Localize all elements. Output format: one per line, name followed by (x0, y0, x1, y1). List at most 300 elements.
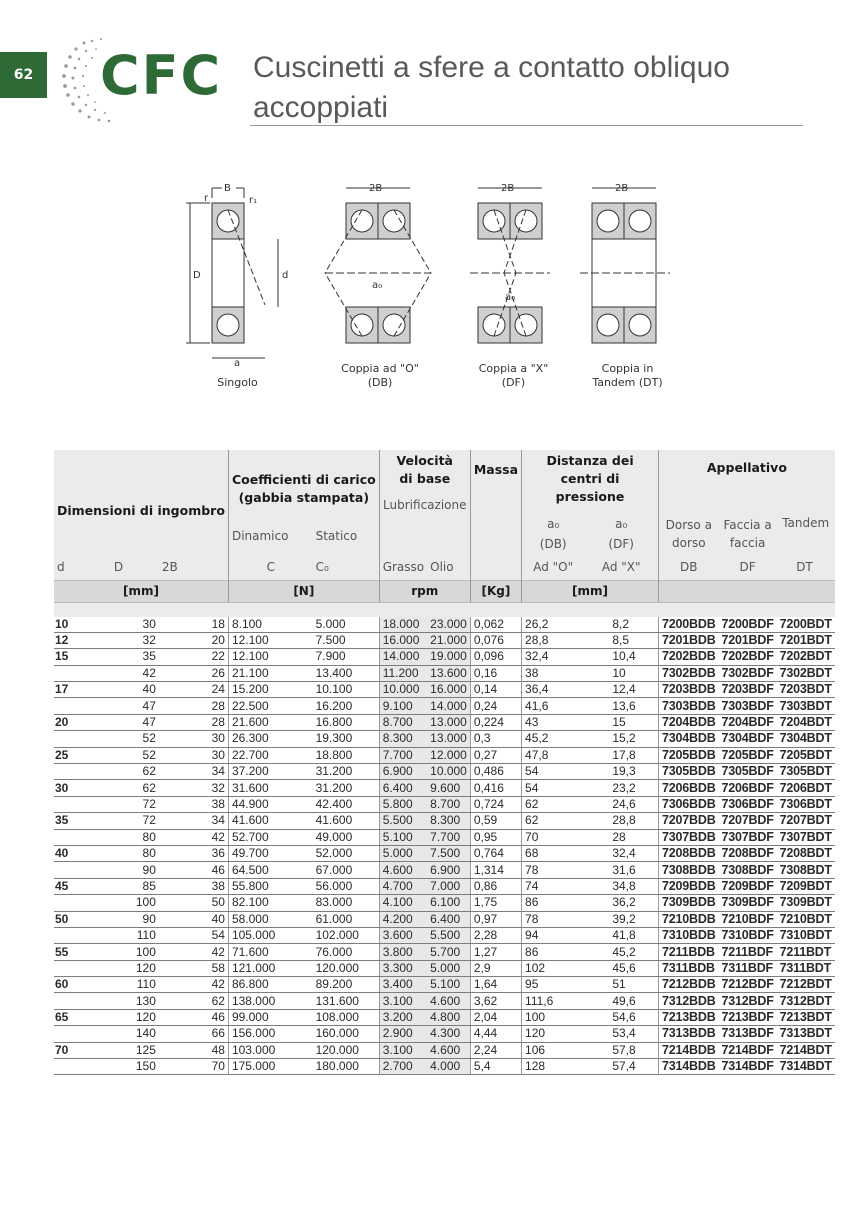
cell-C: 8.100 (228, 617, 312, 633)
cell-C: 22.700 (228, 747, 312, 763)
cell-B2: 20 (159, 632, 229, 648)
cell-ax: 36,2 (584, 895, 658, 911)
table-row (54, 617, 835, 633)
cell-B2: 66 (159, 1026, 229, 1042)
cell-dt: 7309BDT (777, 895, 835, 911)
cell-db: 7307BDB (659, 829, 719, 845)
cell-D: 140 (78, 1026, 159, 1042)
cell-ao: 74 (522, 878, 585, 894)
header-tandem: Tandem (782, 516, 830, 530)
cell-C0: 10.100 (313, 682, 380, 698)
cell-ax: 10 (584, 665, 658, 681)
table-row (54, 829, 835, 845)
table-row (54, 682, 835, 698)
cell-B2: 62 (159, 993, 229, 1009)
cell-C: 175.000 (228, 1059, 312, 1075)
cell-db: 7314BDB (659, 1059, 719, 1075)
cell-massa: 4,44 (470, 1026, 521, 1042)
table-row (54, 796, 835, 812)
cell-olio: 7.500 (427, 845, 470, 861)
cell-C: 12.100 (228, 649, 312, 665)
cell-massa: 0,062 (470, 617, 521, 633)
df-bearing-diagram (470, 183, 550, 343)
header-appellativo: Appellativo (659, 450, 835, 514)
cell-d: 65 (54, 1009, 78, 1025)
cell-massa: 0,076 (470, 632, 521, 648)
cell-B2: 38 (159, 878, 229, 894)
cell-db: 7304BDB (659, 731, 719, 747)
table-body (54, 617, 835, 1075)
cell-ax: 15,2 (584, 731, 658, 747)
cell-C0: 83.000 (313, 895, 380, 911)
cell-ao: 28,8 (522, 632, 585, 648)
cell-C: 44.900 (228, 796, 312, 812)
col-C: C (228, 554, 312, 580)
cell-C0: 41.600 (313, 813, 380, 829)
cell-olio: 6.900 (427, 862, 470, 878)
cell-df: 7312BDF (719, 993, 777, 1009)
cell-D: 100 (78, 944, 159, 960)
header-faccia: Faccia a faccia (723, 518, 772, 550)
cell-ax: 15 (584, 714, 658, 730)
title-divider (250, 125, 803, 126)
cell-olio: 19.000 (427, 649, 470, 665)
cell-dt: 7311BDT (777, 960, 835, 976)
cell-massa: 5,4 (470, 1059, 521, 1075)
cell-massa: 0,16 (470, 665, 521, 681)
cell-ax: 49,6 (584, 993, 658, 1009)
col-olio: Olio (430, 559, 454, 574)
title-line-1: Cuscinetti a sfere a contatto obliquo (253, 51, 730, 84)
cell-ax: 31,6 (584, 862, 658, 878)
cell-ax: 17,8 (584, 747, 658, 763)
cell-dt: 7308BDT (777, 862, 835, 878)
cell-grasso: 4.600 (379, 862, 427, 878)
cell-C: 82.100 (228, 895, 312, 911)
cell-ax: 28,8 (584, 813, 658, 829)
cell-B2: 30 (159, 731, 229, 747)
table-row (54, 813, 835, 829)
cell-C: 15.200 (228, 682, 312, 698)
cell-C: 121.000 (228, 960, 312, 976)
cell-massa: 0,59 (470, 813, 521, 829)
cell-massa: 1,314 (470, 862, 521, 878)
cell-ao: 86 (522, 895, 585, 911)
cell-olio: 5.500 (427, 927, 470, 943)
cell-db: 7204BDB (659, 714, 719, 730)
cell-grasso: 3.800 (379, 944, 427, 960)
table-row (54, 731, 835, 747)
header-a0-db: a₀ (DB) (522, 514, 585, 554)
cell-olio: 13.600 (427, 665, 470, 681)
cell-B2: 32 (159, 780, 229, 796)
cell-d (54, 927, 78, 943)
cell-dt: 7313BDT (777, 1026, 835, 1042)
unit-N: [N] (228, 580, 379, 602)
cell-ao: 26,2 (522, 617, 585, 633)
col-D: D (113, 559, 124, 574)
cell-C0: 131.600 (313, 993, 380, 1009)
cell-massa: 2,9 (470, 960, 521, 976)
cell-db: 7311BDB (659, 960, 719, 976)
cell-dt: 7204BDT (777, 714, 835, 730)
cell-C: 99.000 (228, 1009, 312, 1025)
cell-df: 7200BDF (719, 617, 777, 633)
cell-ax: 57,8 (584, 1042, 658, 1058)
col-ad-x: Ad "X" (601, 559, 641, 574)
cell-D: 120 (78, 1009, 159, 1025)
table-row (54, 993, 835, 1009)
cell-grasso: 7.700 (379, 747, 427, 763)
units-row (54, 580, 835, 602)
cell-db: 7207BDB (659, 813, 719, 829)
unit-mm-1: [mm] (54, 580, 228, 602)
caption-single: Singolo (217, 376, 258, 389)
cell-olio: 5.100 (427, 977, 470, 993)
cell-massa: 0,95 (470, 829, 521, 845)
label-2B-dt: 2B (615, 183, 629, 194)
cell-C0: 120.000 (313, 960, 380, 976)
cell-d: 50 (54, 911, 78, 927)
cell-ao: 38 (522, 665, 585, 681)
header-row-1 (54, 450, 835, 514)
caption-dt: Coppia in Tandem (DT) (592, 362, 663, 389)
cell-grasso: 3.400 (379, 977, 427, 993)
cell-D: 100 (78, 895, 159, 911)
cell-d (54, 698, 78, 714)
cell-db: 7201BDB (659, 632, 719, 648)
cell-dt: 7212BDT (777, 977, 835, 993)
page-title (253, 48, 813, 128)
cell-grasso: 6.400 (379, 780, 427, 796)
cell-ao: 94 (522, 927, 585, 943)
cell-olio: 23.000 (427, 617, 470, 633)
cell-df: 7313BDF (719, 1026, 777, 1042)
cell-dt: 7202BDT (777, 649, 835, 665)
cell-db: 7211BDB (659, 944, 719, 960)
cell-olio: 7.700 (427, 829, 470, 845)
cell-ao: 32,4 (522, 649, 585, 665)
cell-olio: 16.000 (427, 682, 470, 698)
page-number-tab: 62 (0, 52, 47, 98)
table-row (54, 1009, 835, 1025)
cell-dt: 7205BDT (777, 747, 835, 763)
cell-B2: 26 (159, 665, 229, 681)
table-row (54, 911, 835, 927)
unit-rpm: rpm (379, 580, 470, 602)
cell-B2: 46 (159, 862, 229, 878)
cell-df: 7305BDF (719, 764, 777, 780)
cell-db: 7208BDB (659, 845, 719, 861)
cell-D: 110 (78, 927, 159, 943)
cell-C: 22.500 (228, 698, 312, 714)
cell-massa: 0,764 (470, 845, 521, 861)
cell-C: 105.000 (228, 927, 312, 943)
cell-df: 7212BDF (719, 977, 777, 993)
cell-db: 7305BDB (659, 764, 719, 780)
cell-B2: 54 (159, 927, 229, 943)
label-d: d (282, 270, 289, 281)
header-dimensioni: Dimensioni di ingombro (57, 503, 225, 518)
cell-d (54, 731, 78, 747)
cell-ao: 128 (522, 1059, 585, 1075)
cell-grasso: 10.000 (379, 682, 427, 698)
cell-olio: 4.300 (427, 1026, 470, 1042)
cell-B2: 24 (159, 682, 229, 698)
cell-ax: 41,8 (584, 927, 658, 943)
cell-df: 7213BDF (719, 1009, 777, 1025)
cell-massa: 1,75 (470, 895, 521, 911)
cell-grasso: 8.700 (379, 714, 427, 730)
cell-db: 7303BDB (659, 698, 719, 714)
cell-massa: 1,27 (470, 944, 521, 960)
cell-C: 138.000 (228, 993, 312, 1009)
cell-df: 7206BDF (719, 780, 777, 796)
cell-ax: 23,2 (584, 780, 658, 796)
cell-ao: 120 (522, 1026, 585, 1042)
cell-D: 62 (78, 764, 159, 780)
cell-olio: 8.300 (427, 813, 470, 829)
cell-db: 7214BDB (659, 1042, 719, 1058)
cell-D: 90 (78, 862, 159, 878)
cell-C: 103.000 (228, 1042, 312, 1058)
cell-d: 35 (54, 813, 78, 829)
cell-C0: 16.200 (313, 698, 380, 714)
cell-ao: 47,8 (522, 747, 585, 763)
cell-D: 35 (78, 649, 159, 665)
cell-B2: 38 (159, 796, 229, 812)
header-dinamico: Dinamico (228, 514, 312, 554)
cell-db: 7210BDB (659, 911, 719, 927)
cell-dt: 7203BDT (777, 682, 835, 698)
cell-ao: 70 (522, 829, 585, 845)
cell-C0: 52.000 (313, 845, 380, 861)
cell-ao: 36,4 (522, 682, 585, 698)
cell-d: 40 (54, 845, 78, 861)
cell-massa: 0,24 (470, 698, 521, 714)
cell-d: 25 (54, 747, 78, 763)
cell-massa: 0,97 (470, 911, 521, 927)
header-velocita: Velocità di base Lubrificazione (379, 450, 470, 514)
cell-df: 7314BDF (719, 1059, 777, 1075)
cell-C0: 61.000 (313, 911, 380, 927)
cell-C: 21.100 (228, 665, 312, 681)
cell-dt: 7303BDT (777, 698, 835, 714)
cell-C0: 42.400 (313, 796, 380, 812)
cell-d (54, 764, 78, 780)
cell-d: 60 (54, 977, 78, 993)
cell-grasso: 2.700 (379, 1059, 427, 1075)
cell-grasso: 3.300 (379, 960, 427, 976)
label-r1: r₁ (249, 195, 258, 206)
cell-dt: 7312BDT (777, 993, 835, 1009)
table-row (54, 944, 835, 960)
cell-olio: 9.600 (427, 780, 470, 796)
cell-ax: 28 (584, 829, 658, 845)
cell-massa: 0,224 (470, 714, 521, 730)
cell-df: 7311BDF (719, 960, 777, 976)
cell-d: 45 (54, 878, 78, 894)
cell-ax: 12,4 (584, 682, 658, 698)
cell-D: 85 (78, 878, 159, 894)
cell-dt: 7314BDT (777, 1059, 835, 1075)
cell-C0: 89.200 (313, 977, 380, 993)
cell-d: 10 (54, 617, 78, 633)
cell-ax: 45,2 (584, 944, 658, 960)
cell-C0: 7.900 (313, 649, 380, 665)
cell-C: 41.600 (228, 813, 312, 829)
cell-D: 150 (78, 1059, 159, 1075)
col-DB: DB (659, 554, 719, 580)
cell-B2: 42 (159, 977, 229, 993)
cell-df: 7205BDF (719, 747, 777, 763)
cell-D: 42 (78, 665, 159, 681)
cell-ax: 45,6 (584, 960, 658, 976)
cell-B2: 40 (159, 911, 229, 927)
cell-ax: 34,8 (584, 878, 658, 894)
col-ad-o: Ad "O" (522, 554, 585, 580)
cell-B2: 28 (159, 714, 229, 730)
cell-d (54, 1059, 78, 1075)
cell-massa: 0,416 (470, 780, 521, 796)
cell-grasso: 9.100 (379, 698, 427, 714)
cell-ao: 62 (522, 796, 585, 812)
cell-D: 52 (78, 731, 159, 747)
table-row (54, 1026, 835, 1042)
cell-ao: 78 (522, 911, 585, 927)
cell-grasso: 3.200 (379, 1009, 427, 1025)
cell-C: 71.600 (228, 944, 312, 960)
label-2B-df: 2B (501, 183, 515, 194)
cell-db: 7312BDB (659, 993, 719, 1009)
cell-ax: 32,4 (584, 845, 658, 861)
cell-grasso: 3.600 (379, 927, 427, 943)
cell-df: 7202BDF (719, 649, 777, 665)
cell-dt: 7210BDT (777, 911, 835, 927)
cell-D: 72 (78, 796, 159, 812)
cell-massa: 0,14 (470, 682, 521, 698)
caption-db: Coppia ad "O" (DB) (341, 362, 419, 389)
cell-ao: 106 (522, 1042, 585, 1058)
cell-df: 7203BDF (719, 682, 777, 698)
cell-ao: 41,6 (522, 698, 585, 714)
cell-db: 7205BDB (659, 747, 719, 763)
cell-dt: 7213BDT (777, 1009, 835, 1025)
cell-D: 32 (78, 632, 159, 648)
cell-grasso: 18.000 (379, 617, 427, 633)
cell-ao: 111,6 (522, 993, 585, 1009)
cell-C0: 180.000 (313, 1059, 380, 1075)
col-grasso: Grasso (379, 554, 427, 580)
cell-C0: 31.200 (313, 780, 380, 796)
cell-olio: 13.000 (427, 714, 470, 730)
cell-ax: 53,4 (584, 1026, 658, 1042)
cell-grasso: 16.000 (379, 632, 427, 648)
cell-df: 7211BDF (719, 944, 777, 960)
cell-D: 120 (78, 960, 159, 976)
header-row-3 (54, 554, 835, 580)
cell-C: 37.200 (228, 764, 312, 780)
cell-d: 70 (54, 1042, 78, 1058)
cell-grasso: 3.100 (379, 993, 427, 1009)
table-row (54, 747, 835, 763)
cell-db: 7308BDB (659, 862, 719, 878)
label-a0-db: a₀ (372, 280, 383, 291)
table-row (54, 698, 835, 714)
cell-dt: 7200BDT (777, 617, 835, 633)
cell-ao: 86 (522, 944, 585, 960)
cell-B2: 46 (159, 1009, 229, 1025)
cell-massa: 0,3 (470, 731, 521, 747)
cell-C: 12.100 (228, 632, 312, 648)
cell-db: 7306BDB (659, 796, 719, 812)
cell-D: 72 (78, 813, 159, 829)
cell-massa: 0,486 (470, 764, 521, 780)
header-a0-df: a₀ (DF) (608, 517, 634, 551)
cell-dt: 7206BDT (777, 780, 835, 796)
cell-d (54, 993, 78, 1009)
cell-massa: 0,86 (470, 878, 521, 894)
table-row (54, 1042, 835, 1058)
table-row (54, 895, 835, 911)
cell-ax: 8,2 (584, 617, 658, 633)
table-row (54, 665, 835, 681)
cell-ax: 54,6 (584, 1009, 658, 1025)
col-2B: 2B (161, 559, 178, 574)
cell-B2: 28 (159, 698, 229, 714)
cell-ao: 45,2 (522, 731, 585, 747)
cell-D: 47 (78, 714, 159, 730)
cell-d: 17 (54, 682, 78, 698)
cell-B2: 42 (159, 829, 229, 845)
cell-D: 52 (78, 747, 159, 763)
cell-d (54, 960, 78, 976)
cell-df: 7307BDF (719, 829, 777, 845)
bearing-spec-table (54, 450, 835, 1075)
cell-massa: 0,096 (470, 649, 521, 665)
cell-C0: 108.000 (313, 1009, 380, 1025)
cell-dt: 7209BDT (777, 878, 835, 894)
header-statico: Statico (315, 529, 358, 543)
cell-C: 21.600 (228, 714, 312, 730)
cell-massa: 0,724 (470, 796, 521, 812)
cell-d: 30 (54, 780, 78, 796)
cell-dt: 7207BDT (777, 813, 835, 829)
cell-B2: 48 (159, 1042, 229, 1058)
cell-grasso: 5.500 (379, 813, 427, 829)
header-massa: Massa (470, 450, 521, 554)
cell-df: 7310BDF (719, 927, 777, 943)
cell-olio: 12.000 (427, 747, 470, 763)
cell-db: 7302BDB (659, 665, 719, 681)
cell-C: 52.700 (228, 829, 312, 845)
cell-ao: 78 (522, 862, 585, 878)
cell-B2: 18 (159, 617, 229, 633)
cell-grasso: 5.000 (379, 845, 427, 861)
cell-B2: 34 (159, 764, 229, 780)
cell-d: 12 (54, 632, 78, 648)
cell-grasso: 6.900 (379, 764, 427, 780)
cell-grasso: 14.000 (379, 649, 427, 665)
label-a: a (234, 358, 241, 369)
cell-df: 7207BDF (719, 813, 777, 829)
col-DT: DT (796, 559, 813, 574)
cell-olio: 7.000 (427, 878, 470, 894)
cell-db: 7209BDB (659, 878, 719, 894)
cell-olio: 21.000 (427, 632, 470, 648)
cell-dt: 7302BDT (777, 665, 835, 681)
cell-dt: 7201BDT (777, 632, 835, 648)
